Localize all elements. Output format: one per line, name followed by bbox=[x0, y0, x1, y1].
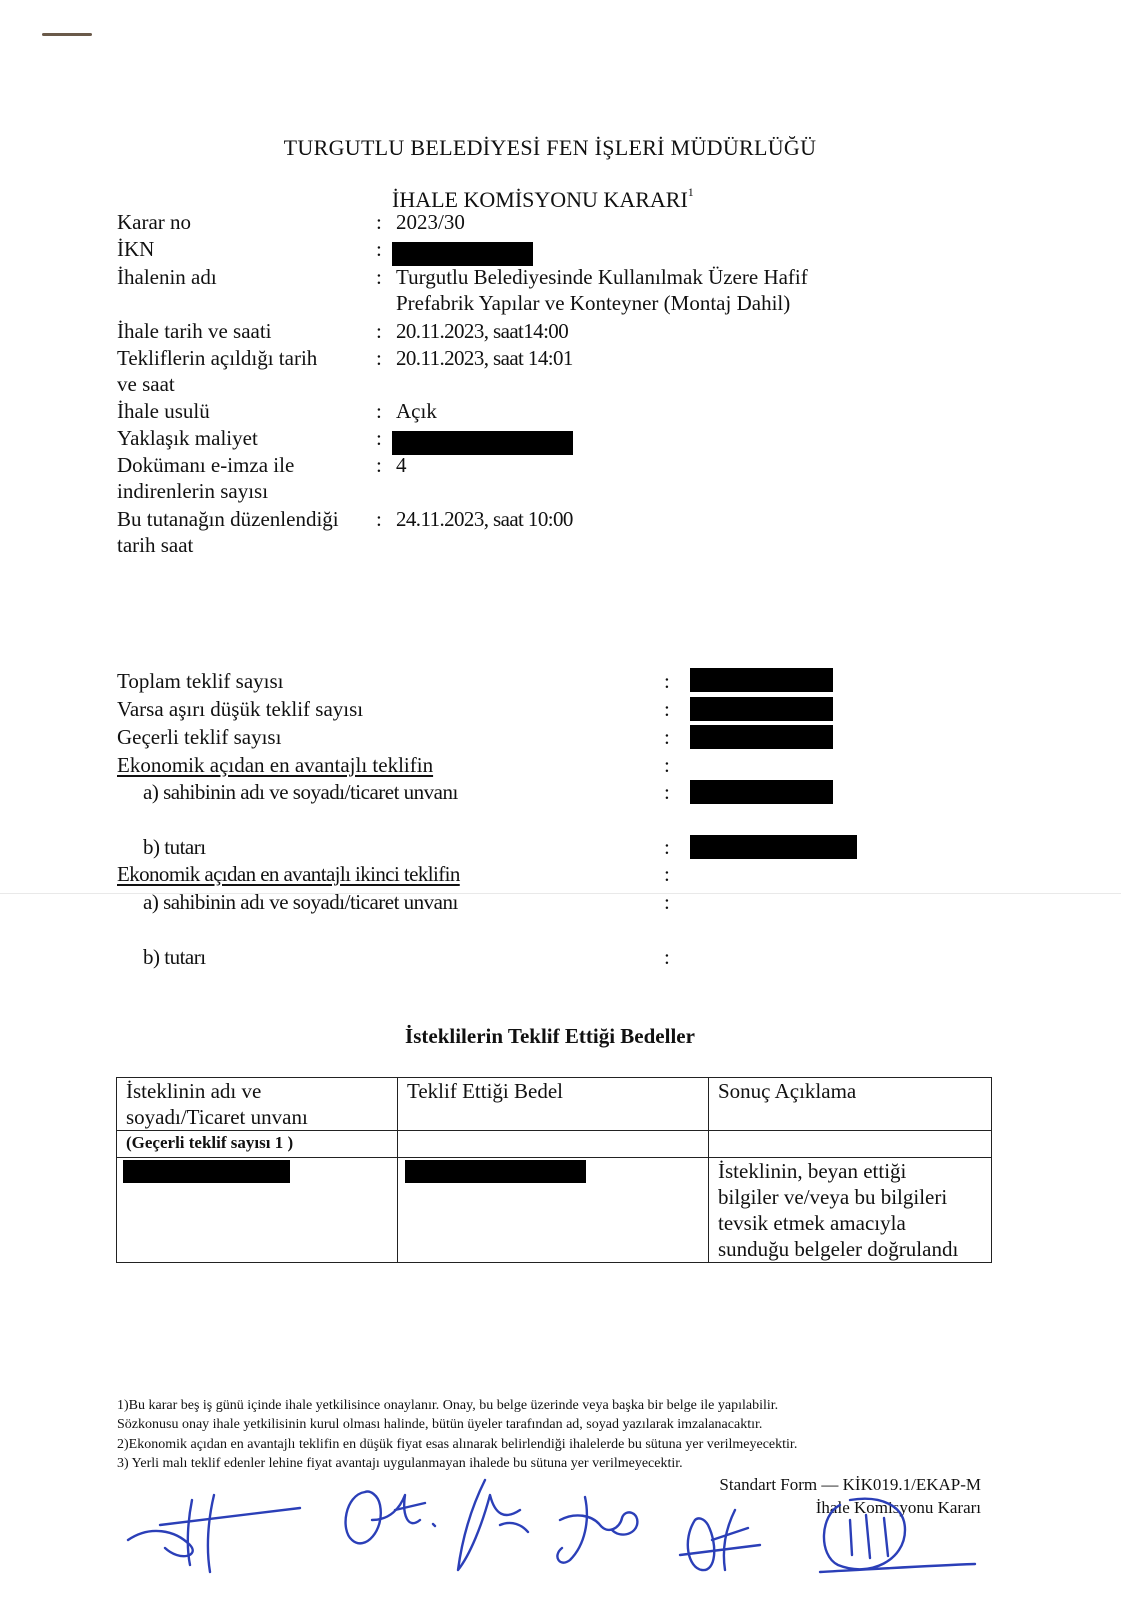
en-avantajli-heading: Ekonomik açıdan en avantajlı teklifin bbox=[117, 753, 434, 777]
bidder-name-cell bbox=[117, 1158, 398, 1263]
header-result: Sonuç Açıklama bbox=[718, 1079, 857, 1103]
e-imza-label-line1: Dokümanı e-imza ile bbox=[117, 453, 295, 477]
gecerli-teklif-label: Geçerli teklif sayısı bbox=[117, 725, 282, 749]
bid-amount-cell bbox=[398, 1158, 709, 1263]
result-line4: sunduğu belgeler doğrulandı bbox=[718, 1237, 959, 1261]
valid-count-cell bbox=[117, 1131, 398, 1158]
ikinci-avantajli-tutar-label: b) tutarı bbox=[143, 945, 206, 969]
footnote-1-line1: 1)Bu karar beş iş günü içinde ihale yetkilisince onaylanır. Onay, bu belge üzerinde veya başka bir belge ile yapılabilir. bbox=[117, 1398, 779, 1413]
colon: : bbox=[664, 780, 670, 804]
ihale-adi-label: İhalenin adı bbox=[117, 265, 217, 289]
colon: : bbox=[664, 753, 670, 777]
form-reference-line2: İhale Komisyonu Kararı bbox=[815, 1498, 981, 1517]
ikn-label: İKN bbox=[117, 237, 155, 261]
colon: : bbox=[376, 237, 382, 261]
ikinci-avantajli-heading: Ekonomik açıdan en avantajlı ikinci teklifin bbox=[117, 862, 460, 886]
ihale-usulu-value: Açık bbox=[396, 399, 437, 423]
colon: : bbox=[664, 725, 670, 749]
ihale-adi-value-line1: Turgutlu Belediyesinde Kullanılmak Üzere Hafif bbox=[396, 265, 808, 289]
table-row bbox=[117, 1158, 992, 1263]
toplam-teklif-label: Toplam teklif sayısı bbox=[117, 669, 284, 693]
bids-table bbox=[116, 1077, 992, 1263]
redaction-ikn bbox=[392, 242, 533, 266]
footnote-ref: 1 bbox=[687, 185, 694, 199]
e-imza-value: 4 bbox=[396, 453, 407, 477]
form-reference-line1: Standart Form — KİK019.1/EKAP-M bbox=[719, 1475, 981, 1494]
redaction-asiri-dusuk bbox=[690, 697, 833, 721]
redaction-yaklasik-maliyet bbox=[392, 431, 573, 455]
header-bid-amount: Teklif Ettiği Bedel bbox=[407, 1079, 563, 1103]
header-cell-bid-amount bbox=[398, 1078, 709, 1131]
colon: : bbox=[664, 890, 670, 914]
signature-2 bbox=[346, 1492, 435, 1544]
document-title-text: İHALE KOMİSYONU KARARI bbox=[392, 187, 688, 212]
colon: : bbox=[376, 210, 382, 234]
bids-table-title: İsteklilerin Teklif Ettiği Bedeller bbox=[405, 1024, 695, 1048]
ihale-adi-value-line2: Prefabrik Yapılar ve Konteyner (Montaj Dahil) bbox=[396, 291, 791, 315]
result-line1: İsteklinin, beyan ettiği bbox=[718, 1159, 907, 1183]
colon: : bbox=[664, 945, 670, 969]
colon: : bbox=[664, 697, 670, 721]
empty-cell bbox=[398, 1131, 709, 1158]
colon: : bbox=[664, 835, 670, 859]
footnote-1-line2: Sözkonusu onay ihale yetkilisinin kurul olması halinde, bütün üyeler tarafından ad, soyad yazılarak imzalanacaktır. bbox=[117, 1417, 763, 1432]
redaction-en-avantajli-sahibi bbox=[690, 780, 833, 804]
teklif-acilis-value: 20.11.2023, saat 14:01 bbox=[396, 346, 573, 370]
tutanak-tarih-value: 24.11.2023, saat 10:00 bbox=[396, 507, 573, 531]
table-header-row bbox=[117, 1078, 992, 1131]
colon: : bbox=[376, 346, 382, 370]
valid-count-text: (Geçerli teklif sayısı 1 ) bbox=[126, 1133, 294, 1152]
teklif-acilis-label-line2: ve saat bbox=[117, 372, 175, 396]
result-line3: tevsik etmek amacıyla bbox=[718, 1211, 906, 1235]
ikinci-avantajli-sahibi-label: a) sahibinin adı ve soyadı/ticaret unvanı bbox=[143, 890, 458, 914]
footnote-2: 2)Ekonomik açıdan en avantajlı teklifin en düşük fiyat esas alınarak belirlendiği ihalelerde bu sütuna yer verilmeyecektir. bbox=[117, 1437, 798, 1452]
redaction-bidder-name bbox=[123, 1160, 290, 1183]
signature-5 bbox=[680, 1510, 760, 1570]
signature-4 bbox=[557, 1497, 637, 1563]
redaction-toplam-teklif bbox=[690, 668, 833, 692]
colon: : bbox=[376, 319, 382, 343]
ihale-tarih-label: İhale tarih ve saati bbox=[117, 319, 272, 343]
colon: : bbox=[376, 507, 382, 531]
asiri-dusuk-label: Varsa aşırı düşük teklif sayısı bbox=[117, 697, 364, 721]
yaklasik-maliyet-label: Yaklaşık maliyet bbox=[117, 426, 258, 450]
result-cell bbox=[709, 1158, 992, 1263]
colon: : bbox=[376, 426, 382, 450]
header-cell-bidder bbox=[117, 1078, 398, 1131]
footnote-3: 3) Yerli malı teklif edenler lehine fiyat avantajı uygulanmayan ihalede bu sütuna yer verilmeyecektir. bbox=[117, 1456, 683, 1471]
colon: : bbox=[376, 453, 382, 477]
tutanak-tarih-label-line1: Bu tutanağın düzenlendiği bbox=[117, 507, 339, 531]
colon: : bbox=[664, 862, 670, 886]
header-cell-result bbox=[709, 1078, 992, 1131]
ihale-tarih-value: 20.11.2023, saat14:00 bbox=[396, 319, 569, 343]
redaction-bid-amount bbox=[405, 1160, 586, 1183]
empty-cell bbox=[709, 1131, 992, 1158]
colon: : bbox=[376, 265, 382, 289]
redaction-gecerli-teklif bbox=[690, 725, 833, 749]
colon: : bbox=[664, 669, 670, 693]
ihale-usulu-label: İhale usulü bbox=[117, 399, 210, 423]
table-row bbox=[117, 1131, 992, 1158]
karar-no-label: Karar no bbox=[117, 210, 192, 234]
e-imza-label-line2: indirenlerin sayısı bbox=[117, 479, 269, 503]
en-avantajli-sahibi-label: a) sahibinin adı ve soyadı/ticaret unvanı bbox=[143, 780, 458, 804]
tutanak-tarih-label-line2: tarih saat bbox=[117, 533, 194, 557]
result-line2: bilgiler ve/veya bu bilgileri bbox=[718, 1185, 948, 1209]
header-bidder-line1: İsteklinin adı ve bbox=[126, 1079, 262, 1103]
colon: : bbox=[376, 399, 382, 423]
en-avantajli-tutar-label: b) tutarı bbox=[143, 835, 206, 859]
scan-mark bbox=[42, 33, 92, 36]
header-bidder-line2: soyadı/Ticaret unvanı bbox=[126, 1105, 308, 1129]
karar-no-value: 2023/30 bbox=[396, 210, 465, 234]
organization-heading: TURGUTLU BELEDİYESİ FEN İŞLERİ MÜDÜRLÜĞÜ bbox=[283, 135, 817, 160]
teklif-acilis-label-line1: Tekliflerin açıldığı tarih bbox=[117, 346, 318, 370]
signature-1 bbox=[128, 1495, 300, 1572]
redaction-en-avantajli-tutar bbox=[690, 835, 857, 859]
signature-3 bbox=[458, 1480, 528, 1570]
